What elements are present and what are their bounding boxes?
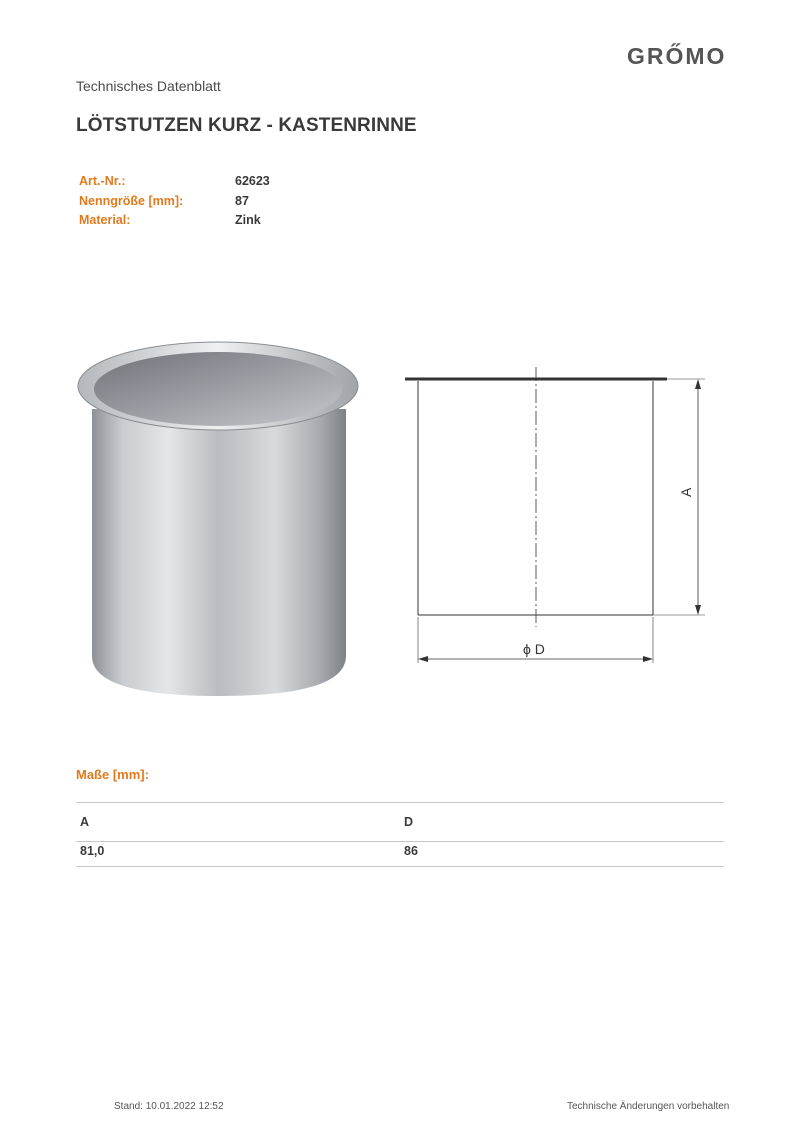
brand-logo bbox=[627, 42, 765, 68]
document-subtitle: Technisches Datenblatt bbox=[76, 78, 221, 94]
spec-value: 62623 bbox=[235, 174, 270, 188]
footer-notice: Technische Änderungen vorbehalten bbox=[567, 1101, 730, 1112]
cylinder-body bbox=[92, 409, 346, 696]
dimensions-title: Maße [mm]: bbox=[76, 767, 149, 782]
spec-value: Zink bbox=[235, 213, 261, 227]
table-cell: 86 bbox=[404, 844, 418, 858]
label-diameter: ϕ D bbox=[523, 641, 545, 657]
table-header-row bbox=[76, 803, 724, 842]
page-title: LÖTSTUTZEN KURZ - KASTENRINNE bbox=[76, 115, 417, 136]
table-row bbox=[76, 842, 724, 867]
brand-logo-text: GRŐMO bbox=[627, 43, 727, 68]
spec-label: Art.-Nr.: bbox=[79, 174, 126, 188]
product-photo bbox=[74, 334, 364, 704]
dimensions-table bbox=[76, 802, 724, 867]
cylinder-opening bbox=[94, 352, 342, 426]
column-header-d: D bbox=[404, 815, 414, 829]
spec-value: 87 bbox=[235, 193, 249, 208]
column-header-a: A bbox=[80, 815, 90, 829]
label-a: A bbox=[678, 487, 694, 497]
spec-label: Material: bbox=[79, 213, 131, 227]
table-cell: 81,0 bbox=[80, 844, 105, 858]
technical-drawing bbox=[395, 365, 715, 675]
spec-label: Nenngröße [mm]: bbox=[79, 193, 184, 208]
footer-date: Stand: 10.01.2022 12:52 bbox=[114, 1101, 224, 1112]
